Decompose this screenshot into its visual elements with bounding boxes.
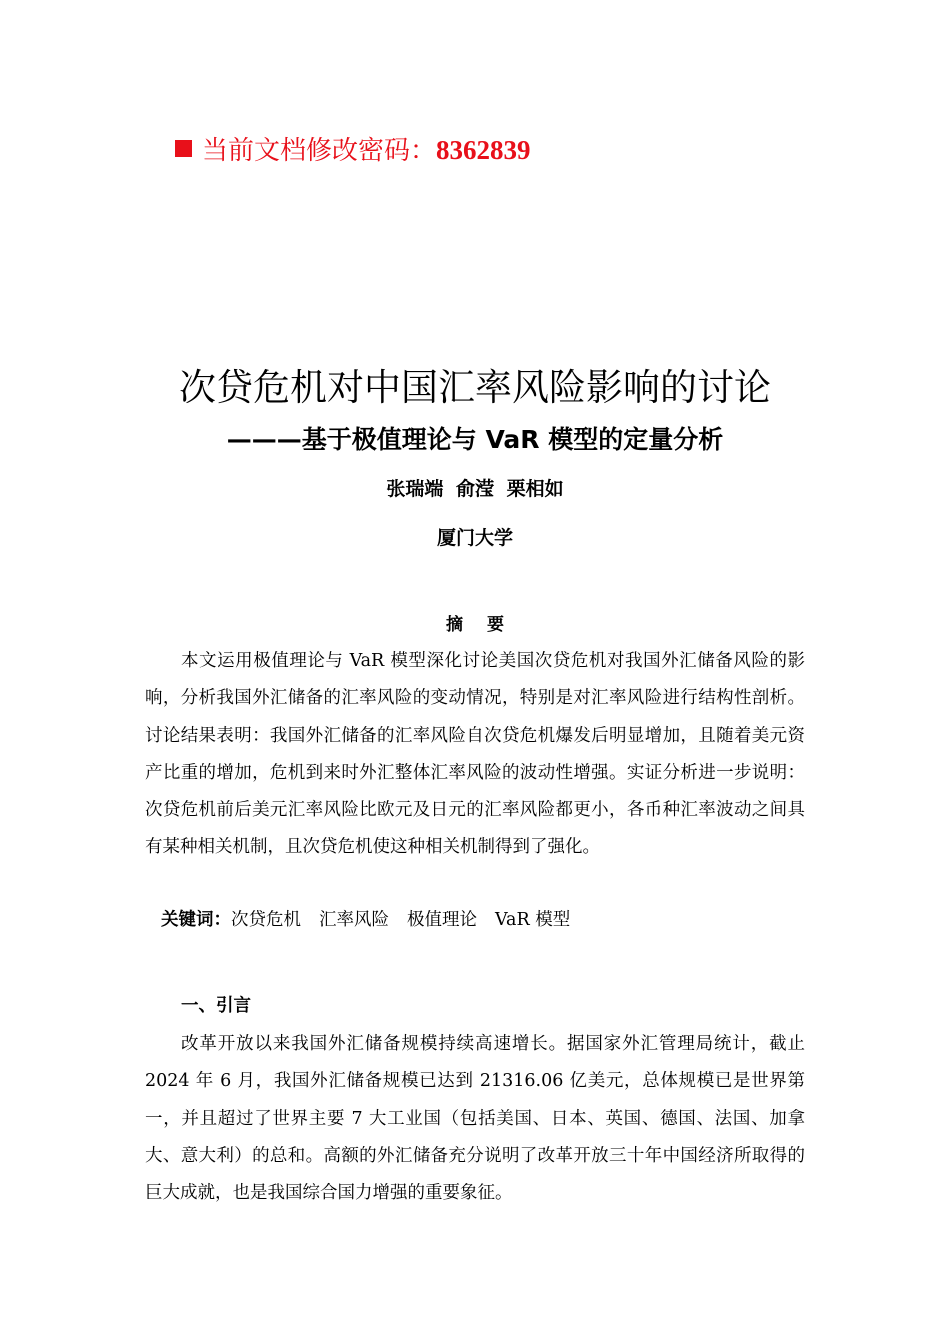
abstract-heading: 摘要: [446, 615, 528, 635]
paper-affiliation: 厦门大学: [436, 527, 513, 549]
keyword-item: 极值理论: [407, 910, 477, 930]
abstract-body: 本文运用极值理论与 VaR 模型深化讨论美国次贷危机对我国外汇储备风险的影响，分析我国外汇储备的汇率风险的变动情况，特别是对汇率风险进行结构性剖析。讨论结果表明：我国外汇储备的汇率风险自次贷危机爆发后明显增加，且随着美元资产比重的增加，危机到来时外汇整体汇率风险的波动性增强。实证分析进一步说明：次贷危机前后美元汇率风险比欧元及日元的汇率风险都更小，各币种汇率波动之间具有某种相关机制，且次贷危机使这种相关机制得到了强化。: [145, 651, 805, 858]
password-notice: [175, 132, 531, 169]
paper-title: 次贷危机对中国汇率风险影响的讨论: [179, 366, 771, 409]
paper-authors: 张瑞端 俞滢 栗相如: [386, 478, 564, 500]
keywords-line: [161, 903, 588, 937]
section-heading-intro: 一、引言: [181, 996, 251, 1016]
red-square-icon: [175, 140, 192, 157]
intro-body: 改革开放以来我国外汇储备规模持续高速增长。据国家外汇管理局统计，截止 2024 年 6 月，我国外汇储备规模已达到 21316.06 亿美元，总体规模已是世界第一，并且超过了世界主要 7 大工业国（包括美国、日本、英国、德国、法国、加拿大、意大利）的总和。高额的外汇储备充分说明了改革开放三十年中国经济所取得的巨大成就，也是我国综合国力增强的重要象征。: [145, 1034, 805, 1204]
keywords-label: 关键词：: [161, 910, 231, 930]
paper-subtitle: ———基于极值理论与 VaR 模型的定量分析: [226, 425, 724, 454]
password-code: 8362839: [436, 135, 531, 165]
keyword-item: 汇率风险: [319, 910, 389, 930]
keyword-item: 次贷危机: [231, 910, 301, 930]
keyword-item: VaR 模型: [495, 910, 571, 930]
password-label: 当前文档修改密码：: [202, 136, 437, 166]
